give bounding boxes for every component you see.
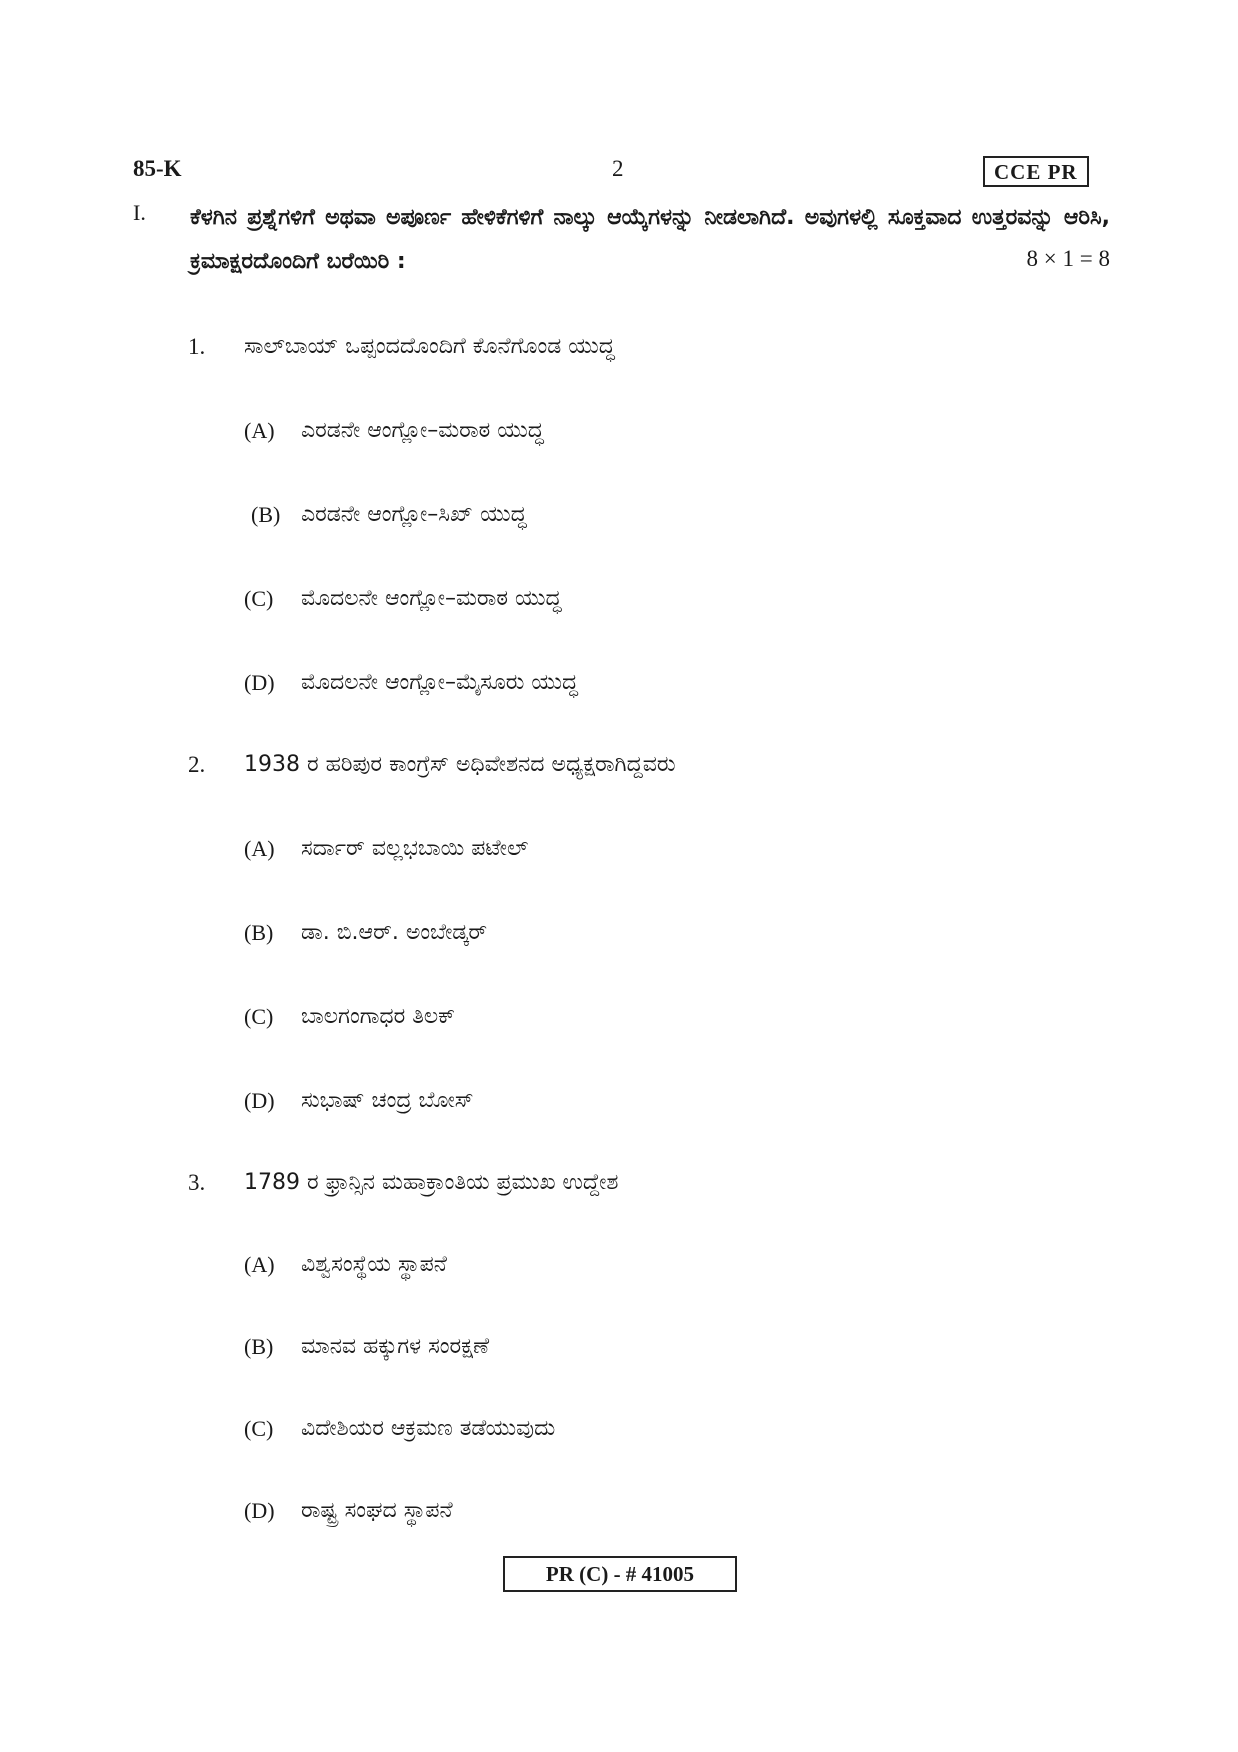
question-2-text: 1938 ರ ಹರಿಪುರ ಕಾಂಗ್ರೆಸ್ ಅಧಿವೇಶನದ ಅಧ್ಯಕ್ಷರಾಗಿದ್ದವರು xyxy=(244,752,676,777)
paper-code: 85-K xyxy=(133,156,182,181)
question-1-number: 1. xyxy=(188,334,206,359)
question-2-number: 2. xyxy=(188,752,206,777)
section-marks: 8 × 1 = 8 xyxy=(1026,246,1110,271)
q2-option-c-text: ಬಾಲಗಂಗಾಧರ ತಿಲಕ್ xyxy=(301,1004,456,1029)
question-1-text: ಸಾಲ್‌ಬಾಯ್ ಒಪ್ಪಂದದೊಂದಿಗೆ ಕೊನೆಗೊಂಡ ಯುದ್ಧ xyxy=(244,334,615,359)
q2-option-b-text: ಡಾ. ಬಿ.ಆರ್. ಅಂಬೇಡ್ಕರ್ xyxy=(301,920,488,945)
section-number: I. xyxy=(133,200,146,225)
q3-option-b-label: (B) xyxy=(244,1334,274,1359)
q2-option-a-label: (A) xyxy=(244,836,275,861)
q2-option-c-label: (C) xyxy=(244,1004,274,1029)
q3-option-d-label: (D) xyxy=(244,1498,275,1523)
q1-option-d-label: (D) xyxy=(244,670,275,695)
question-3-number: 3. xyxy=(188,1170,206,1195)
page-number: 2 xyxy=(612,156,624,181)
q1-option-c-label: (C) xyxy=(244,586,274,611)
q1-option-a-label: (A) xyxy=(244,418,275,443)
q2-option-d-label: (D) xyxy=(244,1088,275,1113)
question-3-text: 1789 ರ ಫ್ರಾನ್ಸಿನ ಮಹಾಕ್ರಾಂತಿಯ ಪ್ರಮುಖ ಉದ್ದೇಶ xyxy=(244,1170,619,1195)
q2-option-d-text: ಸುಭಾಷ್ ಚಂದ್ರ ಬೋಸ್ xyxy=(301,1088,474,1113)
q2-option-b-label: (B) xyxy=(244,920,274,945)
q3-option-c-label: (C) xyxy=(244,1416,274,1441)
q1-option-c-text: ಮೊದಲನೇ ಆಂಗ್ಲೋ–ಮರಾಠ ಯುದ್ಧ xyxy=(301,586,562,611)
q3-option-d-text: ರಾಷ್ಟ್ರ ಸಂಘದ ಸ್ಥಾಪನೆ xyxy=(301,1498,453,1523)
q3-option-a-label: (A) xyxy=(244,1252,275,1277)
q1-option-d-text: ಮೊದಲನೇ ಆಂಗ್ಲೋ–ಮೈಸೂರು ಯುದ್ಧ xyxy=(301,670,578,695)
q2-option-a-text: ಸರ್ದಾರ್ ವಲ್ಲಭಬಾಯಿ ಪಟೇಲ್ xyxy=(301,836,529,861)
q3-option-c-text: ವಿದೇಶಿಯರ ಆಕ್ರಮಣ ತಡೆಯುವುದು xyxy=(301,1416,556,1441)
footer-code: PR (C) - # 41005 xyxy=(503,1556,737,1592)
q3-option-a-text: ವಿಶ್ವಸಂಸ್ಥೆಯ ಸ್ಥಾಪನೆ xyxy=(301,1252,447,1277)
cce-pr-badge: CCE PR xyxy=(983,156,1089,187)
q1-option-b-label: (B) xyxy=(251,502,281,527)
q1-option-a-text: ಎರಡನೇ ಆಂಗ್ಲೋ–ಮರಾಠ ಯುದ್ಧ xyxy=(301,418,544,443)
section-instructions: ಕೆಳಗಿನ ಪ್ರಶ್ನೆಗಳಿಗೆ ಅಥವಾ ಅಪೂರ್ಣ ಹೇಳಿಕೆಗಳಿಗೆ ನಾಲ್ಕು ಆಯ್ಕೆಗಳನ್ನು ನೀಡಲಾಗಿದೆ. ಅವುಗಳಲ್ಲಿ ಸೂಕ್ತವಾದ ಉತ್ತರವನ್ನು ಆರಿಸಿ, ಕ್ರಮಾಕ್ಷರದೊಂದಿಗೆ ಬರೆಯಿರಿ : xyxy=(190,205,1110,274)
q1-option-b-text: ಎರಡನೇ ಆಂಗ್ಲೋ–ಸಿಖ್ ಯುದ್ಧ xyxy=(301,502,527,527)
q3-option-b-text: ಮಾನವ ಹಕ್ಕುಗಳ ಸಂರಕ್ಷಣೆ xyxy=(301,1334,490,1359)
